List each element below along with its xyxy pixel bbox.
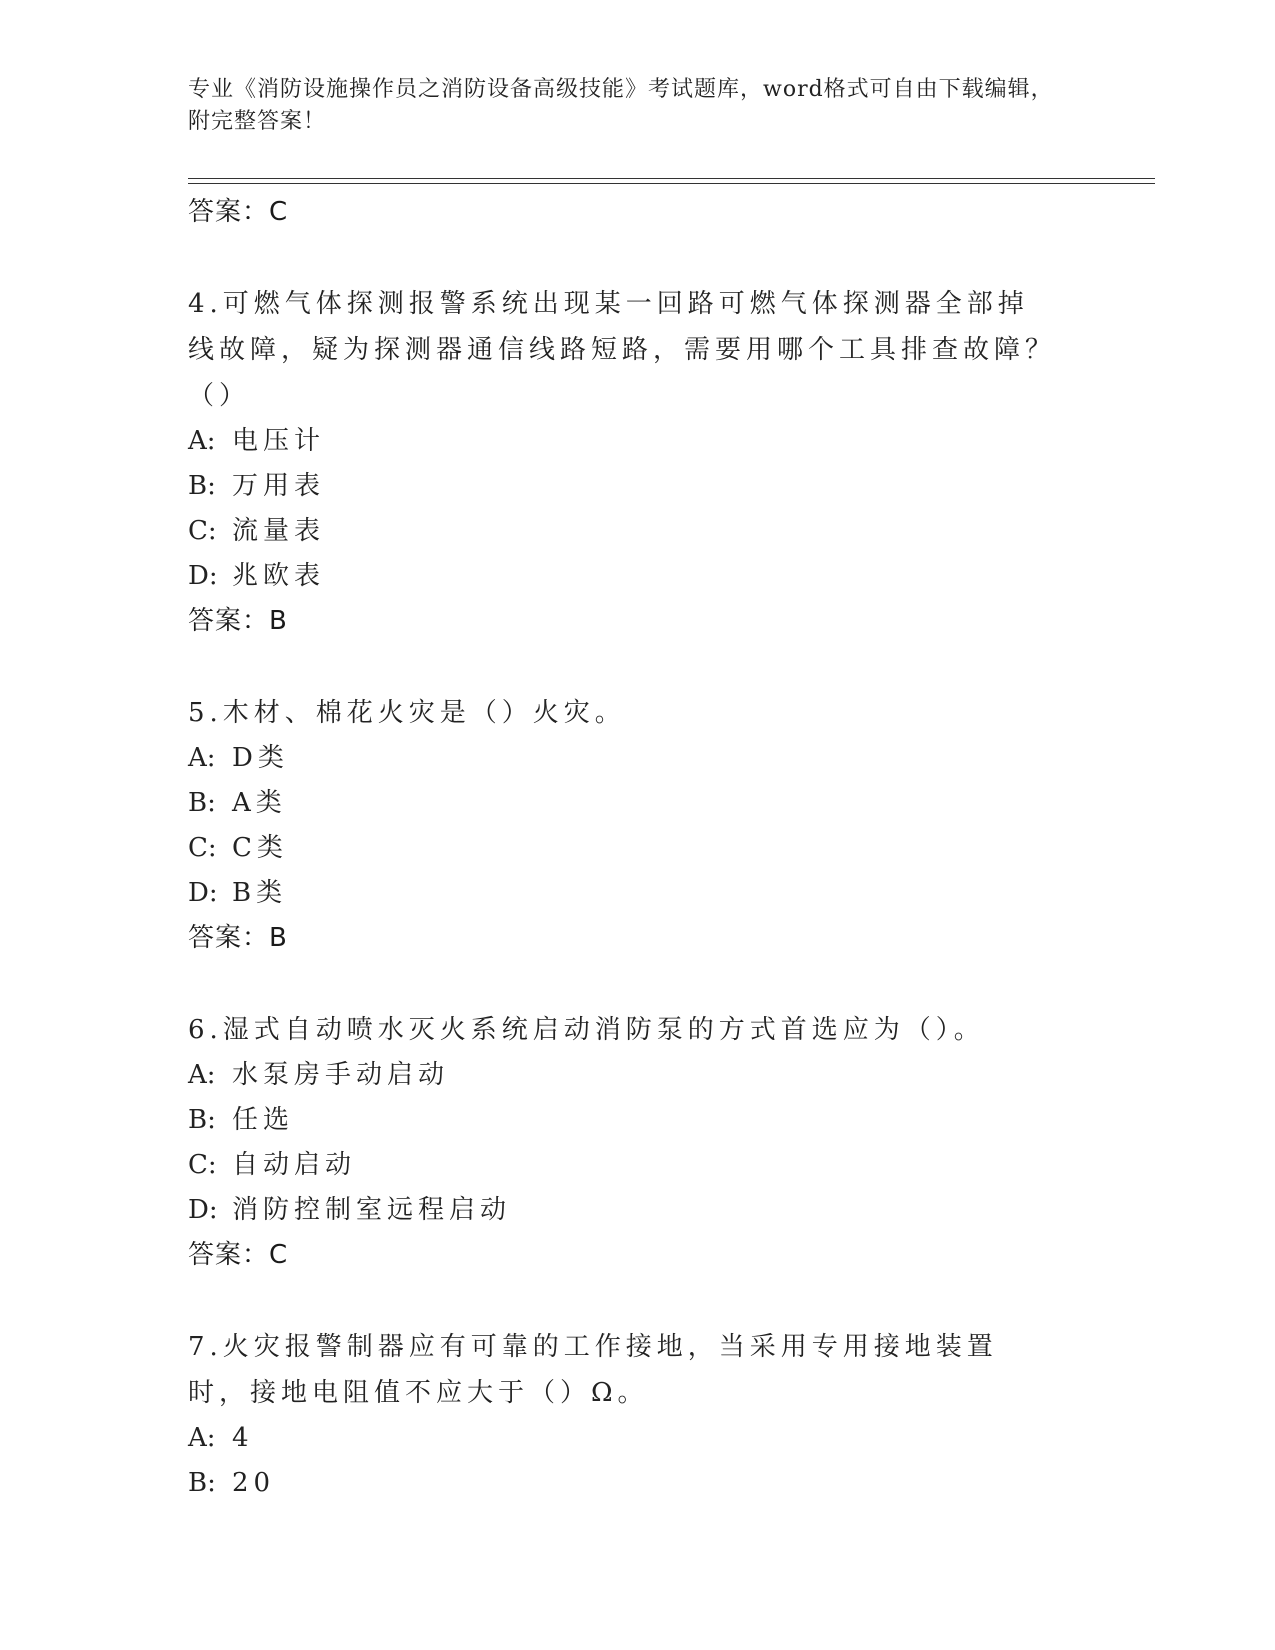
option-b bbox=[188, 464, 1088, 509]
option-text: B类 bbox=[232, 878, 288, 908]
option-text: D类 bbox=[232, 743, 289, 773]
answer-line: 答案：C bbox=[188, 197, 289, 227]
option-d bbox=[188, 871, 1088, 916]
question-list bbox=[188, 190, 1088, 1506]
question-text: 6.湿式自动喷水灭火系统启动消防泵的方式首选应为（）。 bbox=[188, 1015, 985, 1045]
option-text: 兆欧表 bbox=[232, 561, 326, 591]
option-text: A类 bbox=[232, 788, 287, 818]
option-key: C: bbox=[188, 1150, 217, 1180]
option-key: B: bbox=[188, 1468, 216, 1498]
option-text: 流量表 bbox=[232, 516, 326, 546]
option-text: C类 bbox=[232, 833, 288, 863]
option-key: D: bbox=[188, 1195, 218, 1225]
document-header: 专业《消防设施操作员之消防设备高级技能》考试题库，word格式可自由下载编辑，附完整答案！ bbox=[188, 77, 1054, 134]
option-c bbox=[188, 1143, 1088, 1188]
option-a bbox=[188, 736, 1088, 781]
option-text: 4 bbox=[232, 1423, 254, 1453]
answer-line: 答案：C bbox=[188, 1240, 289, 1270]
header-rule-bottom bbox=[188, 183, 1155, 184]
option-key: D: bbox=[188, 878, 218, 908]
option-b bbox=[188, 1098, 1088, 1143]
option-a bbox=[188, 1416, 1088, 1461]
option-key: B: bbox=[188, 1105, 216, 1135]
option-text: 水泵房手动启动 bbox=[232, 1060, 450, 1090]
question-text: 4.可燃气体探测报警系统出现某一回路可燃气体探测器全部掉线故障，疑为探测器通信线路短路，需要用哪个工具排查故障？（） bbox=[188, 289, 1057, 411]
option-text: 20 bbox=[232, 1468, 276, 1498]
option-key: A: bbox=[188, 426, 216, 456]
option-d bbox=[188, 1188, 1088, 1233]
header-rule-top bbox=[188, 178, 1155, 179]
option-text: 电压计 bbox=[232, 426, 326, 456]
answer-line: 答案：B bbox=[188, 923, 288, 953]
option-key: C: bbox=[188, 516, 217, 546]
option-b bbox=[188, 1461, 1088, 1506]
option-a bbox=[188, 1053, 1088, 1098]
option-key: A: bbox=[188, 743, 216, 773]
option-a bbox=[188, 419, 1088, 464]
option-c bbox=[188, 509, 1088, 554]
option-text: 自动启动 bbox=[232, 1150, 357, 1180]
option-d bbox=[188, 554, 1088, 599]
question-block bbox=[188, 1007, 1088, 1277]
option-text: 消防控制室远程启动 bbox=[232, 1195, 512, 1225]
option-key: A: bbox=[188, 1060, 216, 1090]
option-key: C: bbox=[188, 833, 217, 863]
option-b bbox=[188, 781, 1088, 826]
option-key: B: bbox=[188, 788, 216, 818]
question-text: 7.火灾报警制器应有可靠的工作接地，当采用专用接地装置时，接地电阻值不应大于（）Ω。 bbox=[188, 1332, 998, 1408]
option-text: 任选 bbox=[232, 1105, 295, 1135]
question-block bbox=[188, 1324, 1088, 1506]
option-key: A: bbox=[188, 1423, 216, 1453]
question-text: 5.木材、棉花火灾是（）火灾。 bbox=[188, 698, 626, 728]
option-key: D: bbox=[188, 561, 218, 591]
option-text: 万用表 bbox=[232, 471, 326, 501]
question-block bbox=[188, 281, 1088, 643]
answer-line: 答案：B bbox=[188, 606, 288, 636]
option-key: B: bbox=[188, 471, 216, 501]
question-block bbox=[188, 690, 1088, 960]
option-c bbox=[188, 826, 1088, 871]
